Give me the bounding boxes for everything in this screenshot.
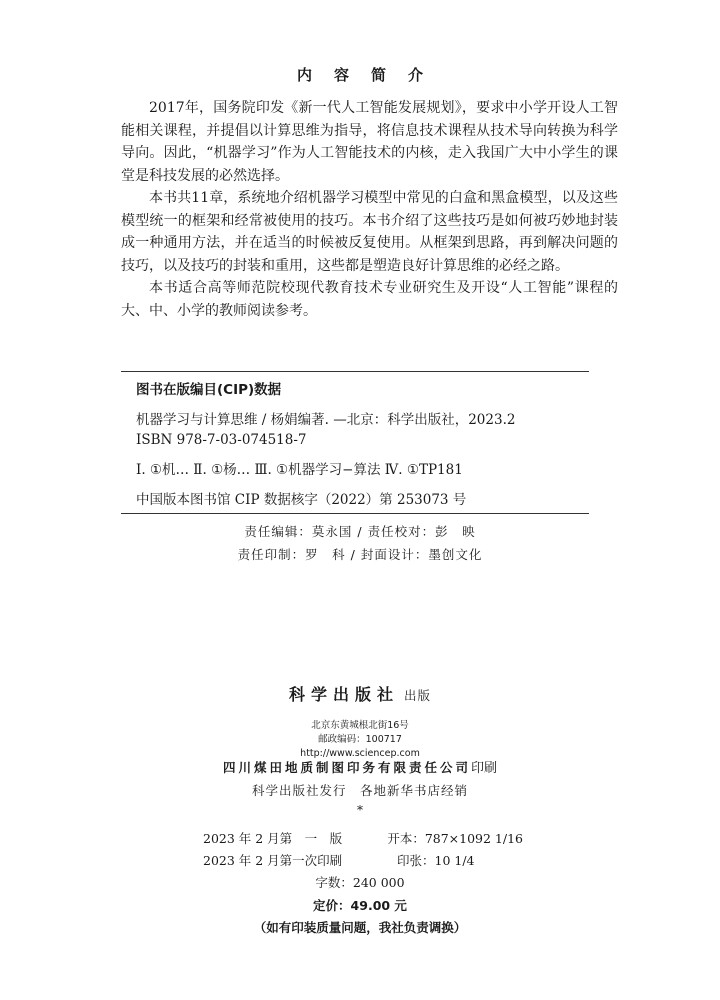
edition-date: 2023 年 2 月第 一 版 [203,831,343,846]
word-count: 字数：240 000 [315,875,405,890]
cip-classification: Ⅰ. ①机… Ⅱ. ①杨… Ⅲ. ①机器学习−算法 Ⅳ. ①TP181 [136,462,463,478]
summary-paragraph: 2017年，国务院印发《新一代人工智能发展规划》，要求中小学开设人工智能相关课程，并提倡以计算思维为指导，将信息技术课程从技术导向转换为科学导向。因此，“机器学习”作为人工智能技术的内核，走入我国广大中小学生的课堂是科技发展的必然选择。 [121,100,618,184]
cip-block [136,380,586,510]
separator-star: * [357,803,363,817]
sheet-count: 印张：10 1/4 [397,853,475,868]
cip-heading: 图书在版编目(CIP)数据 [136,382,282,398]
publisher-suffix: 出版 [404,688,432,703]
quality-notice: （如有印装质量问题，我社负责调换） [253,920,467,935]
editor-credits [0,520,720,566]
cip-library-record: 中国版本图书馆 CIP 数据核字（2022）第 253073 号 [136,492,467,508]
cip-bibliography: 机器学习与计算思维 / 杨娟编著. —北京：科学出版社，2023.2 [136,412,516,428]
distribution-line: 科学出版社发行 各地新华书店经销 [251,783,468,798]
publisher-name: 科学出版社 [288,685,399,704]
cip-isbn: ISBN 978-7-03-074518-7 [136,432,307,448]
editor-line: 责任编辑：莫永国 / 责任校对：彭 映 [244,524,476,539]
summary-title: 内容简介 [296,66,445,84]
printer-suffix: 印刷 [471,761,498,776]
publisher-postcode: 邮政编码：100717 [318,734,402,745]
format-size: 开本：787×1092 1/16 [387,831,523,846]
price: 定价：49.00 元 [313,898,407,913]
publisher-website: http://www.sciencep.com [300,748,420,759]
publisher-address: 北京东黄城根北街16号 [311,720,409,731]
edition-info [203,828,523,872]
printer-line [0,757,720,776]
divider-bottom [121,513,589,514]
printing-date: 2023 年 2 月第一次印刷 [203,853,343,868]
edition-row [203,828,523,850]
printer-name: 四川煤田地质制图印务有限责任公司 [222,760,471,775]
summary-body [121,97,618,322]
editor-line: 责任印制：罗 科 / 封面设计：墨创文化 [237,547,483,562]
divider-top [121,371,589,372]
summary-paragraph: 本书共11章，系统地介绍机器学习模型中常见的白盒和黑盒模型，以及这些模型统一的框架和经常被使用的技巧。本书介绍了这些技巧是如何被巧妙地封装成一种通用方法，并在适当的时候被反复使用。从框架到思路，再到解决问题的技巧，以及技巧的封装和重用，这些都是塑造良好计算思维的必经之路。 [121,190,618,274]
edition-row [203,850,523,872]
summary-paragraph: 本书适合高等师范院校现代教育技术专业研究生及开设“人工智能”课程的大、中、小学的教师阅读参考。 [121,280,618,319]
publisher-block [0,682,720,761]
